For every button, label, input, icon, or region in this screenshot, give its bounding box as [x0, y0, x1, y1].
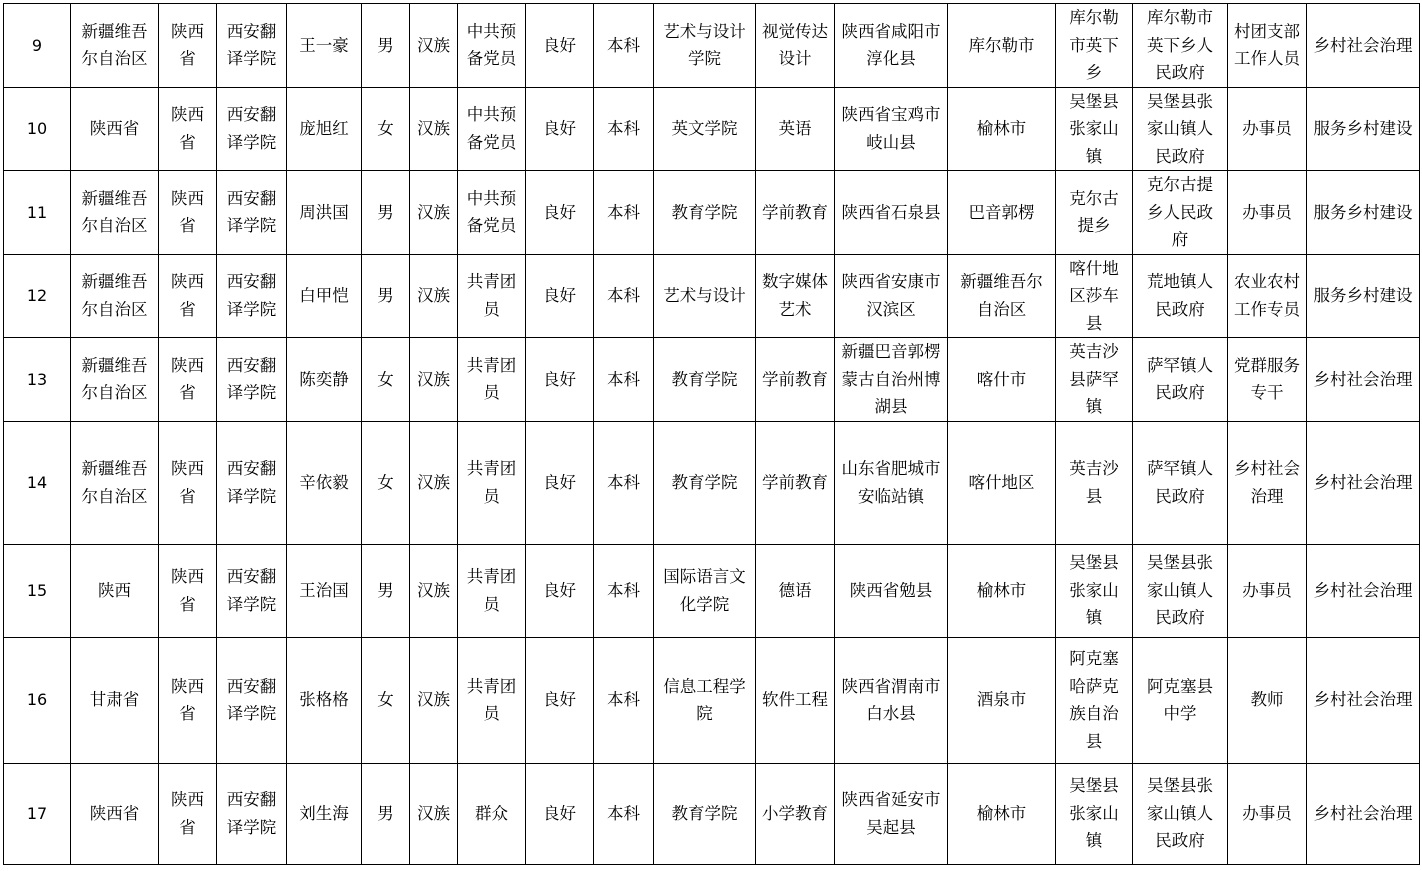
roster-table	[3, 3, 1420, 865]
cell-destination-town: 库尔勒市英下乡	[1056, 4, 1133, 88]
cell-destination-town: 英吉沙县萨罕镇	[1056, 338, 1133, 422]
cell-origin-region: 新疆维吾尔自治区	[71, 421, 159, 544]
cell-evaluation: 良好	[526, 171, 594, 255]
cell-serial-number: 9	[4, 4, 71, 88]
cell-degree: 本科	[594, 421, 654, 544]
cell-major: 学前教育	[756, 338, 835, 422]
cell-serial-number: 13	[4, 338, 71, 422]
cell-serial-number: 14	[4, 421, 71, 544]
cell-service-area: 乡村社会治理	[1307, 763, 1420, 864]
cell-origin-region: 陕西省	[71, 763, 159, 864]
cell-position: 教师	[1228, 637, 1307, 763]
cell-college: 艺术与设计学院	[654, 4, 756, 88]
cell-ethnicity: 汉族	[410, 421, 458, 544]
cell-student-name: 陈奕静	[287, 338, 362, 422]
cell-college: 艺术与设计	[654, 254, 756, 338]
cell-origin-region: 陕西省	[71, 87, 159, 171]
cell-destination-town: 阿克塞哈萨克族自治县	[1056, 637, 1133, 763]
cell-service-area: 服务乡村建设	[1307, 254, 1420, 338]
cell-degree: 本科	[594, 171, 654, 255]
cell-gender: 女	[362, 637, 410, 763]
cell-school-name: 西安翻译学院	[217, 87, 287, 171]
cell-employer: 吴堡县张家山镇人民政府	[1133, 544, 1228, 637]
cell-service-area: 乡村社会治理	[1307, 544, 1420, 637]
cell-student-name: 王一豪	[287, 4, 362, 88]
cell-home-address: 陕西省石泉县	[835, 171, 948, 255]
cell-school-province: 陕西省	[159, 87, 217, 171]
cell-political-status: 中共预备党员	[458, 4, 526, 88]
cell-destination-city: 新疆维吾尔自治区	[948, 254, 1056, 338]
cell-school-name: 西安翻译学院	[217, 544, 287, 637]
cell-degree: 本科	[594, 338, 654, 422]
cell-degree: 本科	[594, 763, 654, 864]
table-row	[4, 544, 1420, 637]
cell-political-status: 中共预备党员	[458, 87, 526, 171]
cell-student-name: 王治国	[287, 544, 362, 637]
cell-destination-city: 榆林市	[948, 87, 1056, 171]
cell-school-province: 陕西省	[159, 338, 217, 422]
cell-employer: 阿克塞县中学	[1133, 637, 1228, 763]
cell-origin-region: 陕西	[71, 544, 159, 637]
cell-destination-town: 英吉沙县	[1056, 421, 1133, 544]
cell-school-province: 陕西省	[159, 171, 217, 255]
cell-service-area: 乡村社会治理	[1307, 338, 1420, 422]
cell-ethnicity: 汉族	[410, 544, 458, 637]
cell-student-name: 白甲恺	[287, 254, 362, 338]
cell-origin-region: 新疆维吾尔自治区	[71, 4, 159, 88]
table-row	[4, 338, 1420, 422]
cell-serial-number: 17	[4, 763, 71, 864]
cell-evaluation: 良好	[526, 338, 594, 422]
cell-school-name: 西安翻译学院	[217, 338, 287, 422]
cell-degree: 本科	[594, 544, 654, 637]
roster-body	[4, 4, 1420, 865]
cell-employer: 库尔勒市英下乡人民政府	[1133, 4, 1228, 88]
cell-student-name: 辛依毅	[287, 421, 362, 544]
cell-home-address: 山东省肥城市安临站镇	[835, 421, 948, 544]
cell-position: 办事员	[1228, 171, 1307, 255]
cell-major: 英语	[756, 87, 835, 171]
cell-ethnicity: 汉族	[410, 87, 458, 171]
cell-service-area: 乡村社会治理	[1307, 637, 1420, 763]
cell-origin-region: 新疆维吾尔自治区	[71, 171, 159, 255]
cell-gender: 女	[362, 338, 410, 422]
cell-gender: 男	[362, 254, 410, 338]
cell-political-status: 共青团员	[458, 338, 526, 422]
cell-gender: 女	[362, 87, 410, 171]
cell-school-province: 陕西省	[159, 763, 217, 864]
cell-position: 办事员	[1228, 87, 1307, 171]
cell-employer: 吴堡县张家山镇人民政府	[1133, 87, 1228, 171]
cell-position: 党群服务专干	[1228, 338, 1307, 422]
cell-major: 小学教育	[756, 763, 835, 864]
cell-school-name: 西安翻译学院	[217, 763, 287, 864]
cell-destination-city: 榆林市	[948, 763, 1056, 864]
cell-destination-town: 喀什地区莎车县	[1056, 254, 1133, 338]
cell-gender: 男	[362, 763, 410, 864]
table-row	[4, 87, 1420, 171]
cell-college: 英文学院	[654, 87, 756, 171]
cell-degree: 本科	[594, 87, 654, 171]
cell-political-status: 群众	[458, 763, 526, 864]
table-row	[4, 171, 1420, 255]
cell-school-province: 陕西省	[159, 4, 217, 88]
cell-political-status: 共青团员	[458, 544, 526, 637]
cell-evaluation: 良好	[526, 544, 594, 637]
cell-political-status: 共青团员	[458, 637, 526, 763]
cell-school-name: 西安翻译学院	[217, 637, 287, 763]
cell-destination-town: 吴堡县张家山镇	[1056, 763, 1133, 864]
cell-major: 数字媒体艺术	[756, 254, 835, 338]
cell-position: 办事员	[1228, 544, 1307, 637]
cell-evaluation: 良好	[526, 4, 594, 88]
cell-school-name: 西安翻译学院	[217, 421, 287, 544]
table-row	[4, 637, 1420, 763]
cell-home-address: 陕西省安康市汉滨区	[835, 254, 948, 338]
cell-position: 农业农村工作专员	[1228, 254, 1307, 338]
cell-home-address: 陕西省咸阳市淳化县	[835, 4, 948, 88]
cell-destination-city: 库尔勒市	[948, 4, 1056, 88]
cell-major: 德语	[756, 544, 835, 637]
cell-home-address: 陕西省宝鸡市岐山县	[835, 87, 948, 171]
cell-gender: 男	[362, 4, 410, 88]
cell-political-status: 共青团员	[458, 421, 526, 544]
cell-position: 村团支部工作人员	[1228, 4, 1307, 88]
cell-political-status: 共青团员	[458, 254, 526, 338]
table-row	[4, 421, 1420, 544]
cell-origin-region: 新疆维吾尔自治区	[71, 254, 159, 338]
cell-evaluation: 良好	[526, 87, 594, 171]
cell-home-address: 陕西省勉县	[835, 544, 948, 637]
cell-school-province: 陕西省	[159, 637, 217, 763]
cell-school-province: 陕西省	[159, 254, 217, 338]
cell-major: 学前教育	[756, 171, 835, 255]
cell-destination-city: 榆林市	[948, 544, 1056, 637]
cell-college: 国际语言文化学院	[654, 544, 756, 637]
cell-ethnicity: 汉族	[410, 171, 458, 255]
cell-employer: 吴堡县张家山镇人民政府	[1133, 763, 1228, 864]
cell-serial-number: 11	[4, 171, 71, 255]
cell-gender: 男	[362, 544, 410, 637]
cell-ethnicity: 汉族	[410, 4, 458, 88]
cell-school-province: 陕西省	[159, 421, 217, 544]
cell-serial-number: 10	[4, 87, 71, 171]
cell-school-name: 西安翻译学院	[217, 4, 287, 88]
cell-ethnicity: 汉族	[410, 763, 458, 864]
cell-ethnicity: 汉族	[410, 637, 458, 763]
cell-position: 办事员	[1228, 763, 1307, 864]
cell-destination-town: 克尔古提乡	[1056, 171, 1133, 255]
cell-student-name: 周洪国	[287, 171, 362, 255]
cell-school-name: 西安翻译学院	[217, 254, 287, 338]
cell-school-name: 西安翻译学院	[217, 171, 287, 255]
cell-employer: 萨罕镇人民政府	[1133, 338, 1228, 422]
cell-employer: 克尔古提乡人民政府	[1133, 171, 1228, 255]
cell-degree: 本科	[594, 254, 654, 338]
cell-degree: 本科	[594, 4, 654, 88]
cell-destination-city: 酒泉市	[948, 637, 1056, 763]
cell-school-province: 陕西省	[159, 544, 217, 637]
cell-home-address: 新疆巴音郭楞蒙古自治州博湖县	[835, 338, 948, 422]
cell-degree: 本科	[594, 637, 654, 763]
cell-serial-number: 16	[4, 637, 71, 763]
cell-evaluation: 良好	[526, 637, 594, 763]
cell-major: 学前教育	[756, 421, 835, 544]
table-row	[4, 763, 1420, 864]
cell-student-name: 庞旭红	[287, 87, 362, 171]
cell-destination-city: 喀什市	[948, 338, 1056, 422]
cell-service-area: 乡村社会治理	[1307, 4, 1420, 88]
table-row	[4, 254, 1420, 338]
cell-position: 乡村社会治理	[1228, 421, 1307, 544]
cell-political-status: 中共预备党员	[458, 171, 526, 255]
cell-evaluation: 良好	[526, 254, 594, 338]
cell-employer: 荒地镇人民政府	[1133, 254, 1228, 338]
cell-serial-number: 12	[4, 254, 71, 338]
cell-service-area: 服务乡村建设	[1307, 171, 1420, 255]
cell-ethnicity: 汉族	[410, 338, 458, 422]
cell-evaluation: 良好	[526, 763, 594, 864]
cell-serial-number: 15	[4, 544, 71, 637]
cell-destination-town: 吴堡县张家山镇	[1056, 87, 1133, 171]
cell-destination-city: 巴音郭楞	[948, 171, 1056, 255]
cell-origin-region: 新疆维吾尔自治区	[71, 338, 159, 422]
cell-home-address: 陕西省延安市吴起县	[835, 763, 948, 864]
cell-service-area: 服务乡村建设	[1307, 87, 1420, 171]
cell-college: 信息工程学院	[654, 637, 756, 763]
cell-service-area: 乡村社会治理	[1307, 421, 1420, 544]
cell-gender: 女	[362, 421, 410, 544]
cell-gender: 男	[362, 171, 410, 255]
cell-employer: 萨罕镇人民政府	[1133, 421, 1228, 544]
cell-college: 教育学院	[654, 763, 756, 864]
cell-student-name: 张格格	[287, 637, 362, 763]
cell-evaluation: 良好	[526, 421, 594, 544]
cell-origin-region: 甘肃省	[71, 637, 159, 763]
cell-destination-city: 喀什地区	[948, 421, 1056, 544]
cell-major: 软件工程	[756, 637, 835, 763]
cell-college: 教育学院	[654, 421, 756, 544]
cell-ethnicity: 汉族	[410, 254, 458, 338]
table-row	[4, 4, 1420, 88]
cell-college: 教育学院	[654, 338, 756, 422]
cell-destination-town: 吴堡县张家山镇	[1056, 544, 1133, 637]
cell-college: 教育学院	[654, 171, 756, 255]
cell-major: 视觉传达设计	[756, 4, 835, 88]
cell-student-name: 刘生海	[287, 763, 362, 864]
cell-home-address: 陕西省渭南市白水县	[835, 637, 948, 763]
